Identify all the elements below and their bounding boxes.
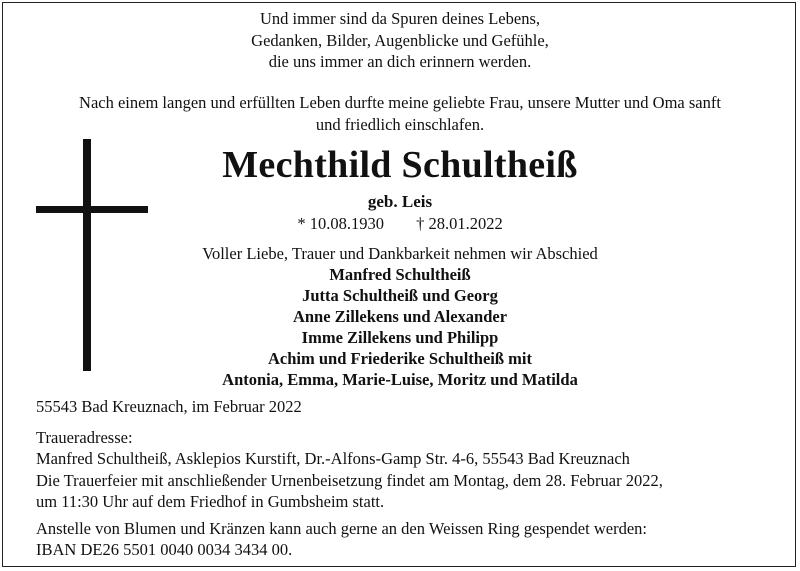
- funeral-service-info: [36, 470, 766, 512]
- deceased-name: Mechthild Schultheiß: [222, 144, 578, 186]
- death-date: † 28.01.2022: [416, 214, 503, 233]
- birth-date: * 10.08.1930: [297, 214, 384, 233]
- mourner: Jutta Schultheiß und Georg: [302, 286, 498, 305]
- intro-line: und friedlich einschlafen.: [315, 114, 485, 134]
- mourner: Manfred Schultheiß: [329, 265, 471, 284]
- poem-line: Gedanken, Bilder, Augenblicke und Gefühle,: [251, 30, 549, 50]
- service-line: um 11:30 Uhr auf dem Friedhof in Gumbsheim statt.: [36, 492, 385, 511]
- intro-line: Nach einem langen und erfüllten Leben durfte meine geliebte Frau, unsere Mutter und Oma sanft: [79, 93, 721, 112]
- mourners-intro: Voller Liebe, Trauer und Dankbarkeit nehmen wir Abschied: [202, 244, 598, 263]
- poem-line: Und immer sind da Spuren deines Lebens,: [260, 9, 540, 28]
- donation-info: [36, 518, 766, 560]
- mourner: Anne Zillekens und Alexander: [292, 307, 508, 326]
- mourner: Imme Zillekens und Philipp: [301, 328, 499, 347]
- service-line: Die Trauerfeier mit anschließender Urnenbeisetzung findet am Montag, dem 28. Februar 2022,: [36, 471, 663, 490]
- mourner: Antonia, Emma, Marie-Luise, Moritz und Matilda: [222, 370, 578, 389]
- address-label: Traueradresse:: [36, 428, 133, 447]
- mourning-address: [36, 427, 766, 469]
- place-date: 55543 Bad Kreuznach, im Februar 2022: [36, 397, 302, 416]
- intro-text: [0, 92, 800, 135]
- iban: IBAN DE26 5501 0040 0034 3434 00.: [36, 540, 293, 559]
- mourners-list: [0, 264, 800, 390]
- address-value: Manfred Schultheiß, Asklepios Kurstift, Dr.-Alfons-Gamp Str. 4-6, 55543 Bad Kreuznach: [36, 449, 630, 468]
- maiden-name: geb. Leis: [367, 192, 433, 211]
- life-dates: [0, 213, 800, 235]
- donation-line: Anstelle von Blumen und Kränzen kann auch gerne an den Weissen Ring gespendet werden:: [36, 519, 647, 538]
- poem-line: die uns immer an dich erinnern werden.: [268, 52, 532, 71]
- poem: [0, 8, 800, 73]
- mourner: Achim und Friederike Schultheiß mit: [267, 349, 532, 368]
